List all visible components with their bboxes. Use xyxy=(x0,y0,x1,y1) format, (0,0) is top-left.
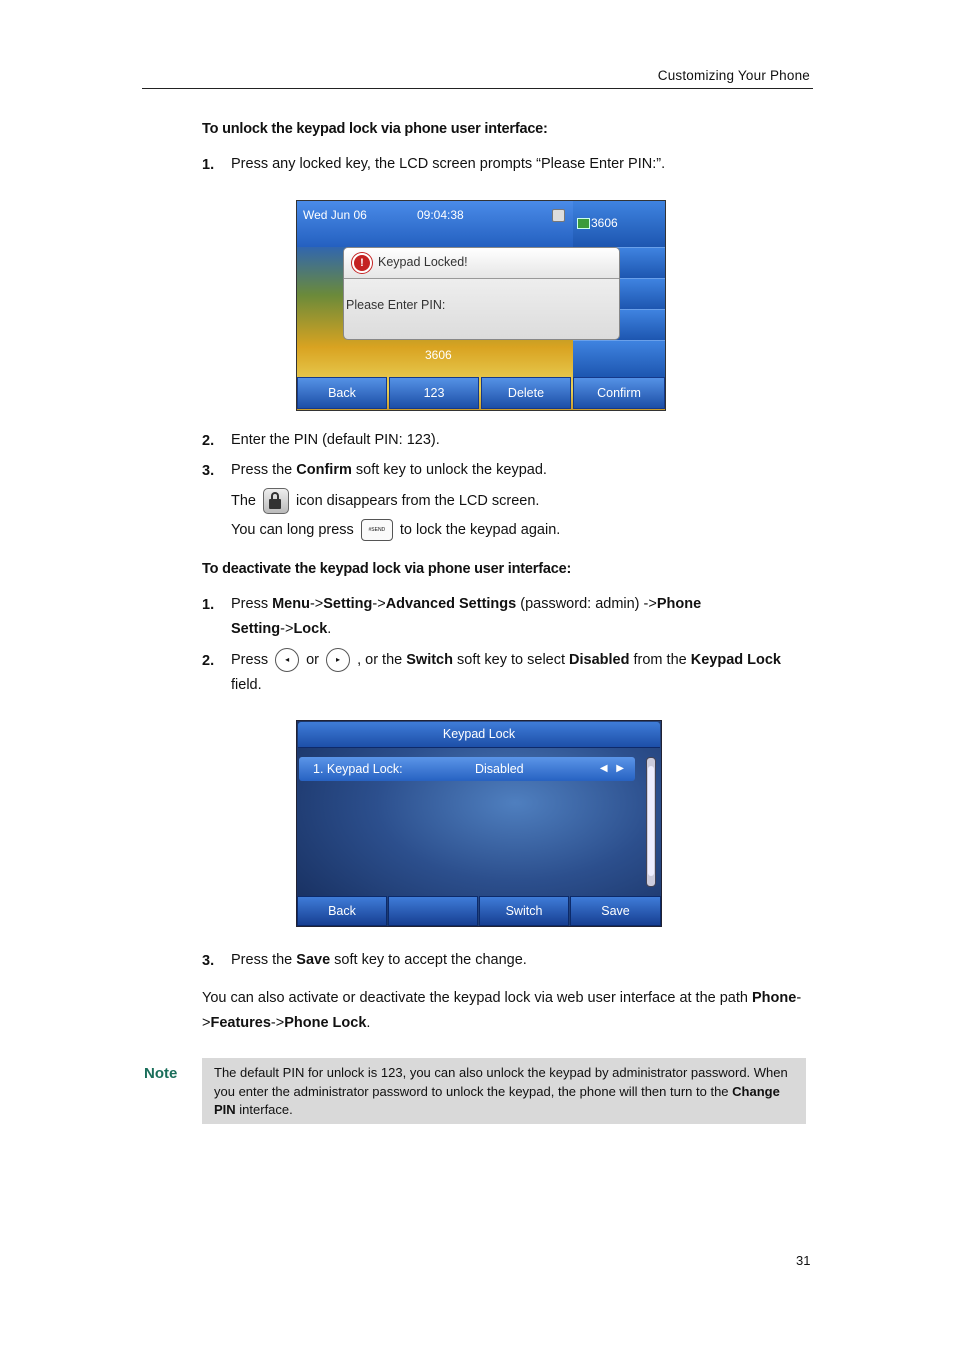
step-number: 3. xyxy=(202,953,215,969)
dialog-title-bar xyxy=(344,248,619,279)
softkey-empty[interactable] xyxy=(388,896,478,926)
step-text: Press ◂ or ▸ , or the Switch soft key to select Disabled from the Keypad Lock field. xyxy=(231,648,811,698)
softkey-save[interactable]: Save xyxy=(570,896,661,926)
keypad-lock-field[interactable] xyxy=(299,757,635,781)
line-status-icon xyxy=(577,218,590,229)
running-header: Customizing Your Phone xyxy=(657,68,810,83)
line-label: 3606 xyxy=(591,216,618,230)
step-text: Press the Save soft key to accept the change. xyxy=(231,952,527,968)
note-label: Note xyxy=(144,1065,178,1082)
header-rule xyxy=(142,88,813,89)
field-value: Disabled xyxy=(475,762,524,776)
lock-icon xyxy=(263,488,289,514)
softkey-back[interactable]: Back xyxy=(297,377,387,409)
time-text: 09:04:38 xyxy=(417,208,464,222)
lcd-screen-keypad-locked xyxy=(296,200,666,411)
date-text: Wed Jun 06 xyxy=(303,208,367,222)
lock-icon-note: The icon disappears from the LCD screen. xyxy=(231,488,811,514)
dialog-title: Keypad Locked! xyxy=(378,255,468,269)
field-label: 1. Keypad Lock: xyxy=(313,762,403,776)
web-ui-paragraph: You can also activate or deactivate the keypad lock via web user interface at the path Phone->Features->Phone Lock. xyxy=(202,990,802,1031)
account-label: 3606 xyxy=(425,348,452,362)
section-unlock-title: To unlock the keypad lock via phone user interface: xyxy=(202,121,548,137)
section-deactivate-title: To deactivate the keypad lock via phone user interface: xyxy=(202,561,572,577)
lcd-screen-keypad-lock-setting xyxy=(296,720,662,927)
softkey-confirm[interactable]: Confirm xyxy=(573,377,665,409)
step-text: Enter the PIN (default PIN: 123). xyxy=(231,432,440,448)
step-text: Press Menu->Setting->Advanced Settings (password: admin) ->Phone Setting->Lock. xyxy=(231,596,702,637)
left-right-arrows-icon[interactable]: ◀ ▶ xyxy=(599,763,627,774)
softkey-123[interactable]: 123 xyxy=(389,377,479,409)
step-text: Press any locked key, the LCD screen prompts “Please Enter PIN:”. xyxy=(231,156,666,172)
step-number: 1. xyxy=(202,597,215,613)
step-number: 3. xyxy=(202,463,215,479)
line-key xyxy=(573,201,665,248)
lock-icon xyxy=(552,209,565,222)
step-number: 2. xyxy=(202,433,215,449)
step-text: Press the Confirm soft key to unlock the keypad. xyxy=(231,462,547,478)
softkey-delete[interactable]: Delete xyxy=(481,377,571,409)
note-text: The default PIN for unlock is 123, you can also unlock the keypad by administrator password. When you enter the administrator password to unlock the keypad, the phone will then turn to the Change PIN interface. xyxy=(214,1065,788,1117)
softkey-bar xyxy=(297,896,661,926)
scrollbar[interactable] xyxy=(646,757,656,887)
right-navigation-key-icon: ▸ xyxy=(326,648,350,672)
softkey-back[interactable]: Back xyxy=(297,896,387,926)
note-box xyxy=(202,1058,806,1124)
status-bar xyxy=(297,201,573,247)
step-number: 2. xyxy=(202,653,215,669)
step-number: 1. xyxy=(202,157,215,173)
alert-icon: ! xyxy=(352,253,372,273)
screen-title: Keypad Lock xyxy=(298,722,660,748)
confirm-term: Confirm xyxy=(296,462,352,478)
pin-prompt: Please Enter PIN: xyxy=(346,298,446,312)
pound-key-icon: #SEND xyxy=(361,519,393,541)
softkey-switch[interactable]: Switch xyxy=(479,896,569,926)
keypad-locked-dialog xyxy=(343,247,620,340)
line-key xyxy=(573,341,665,378)
page-number: 31 xyxy=(796,1253,811,1268)
long-press-note: You can long press #SEND to lock the keypad again. xyxy=(231,518,811,543)
softkey-bar xyxy=(297,377,665,410)
left-navigation-key-icon: ◂ xyxy=(275,648,299,672)
